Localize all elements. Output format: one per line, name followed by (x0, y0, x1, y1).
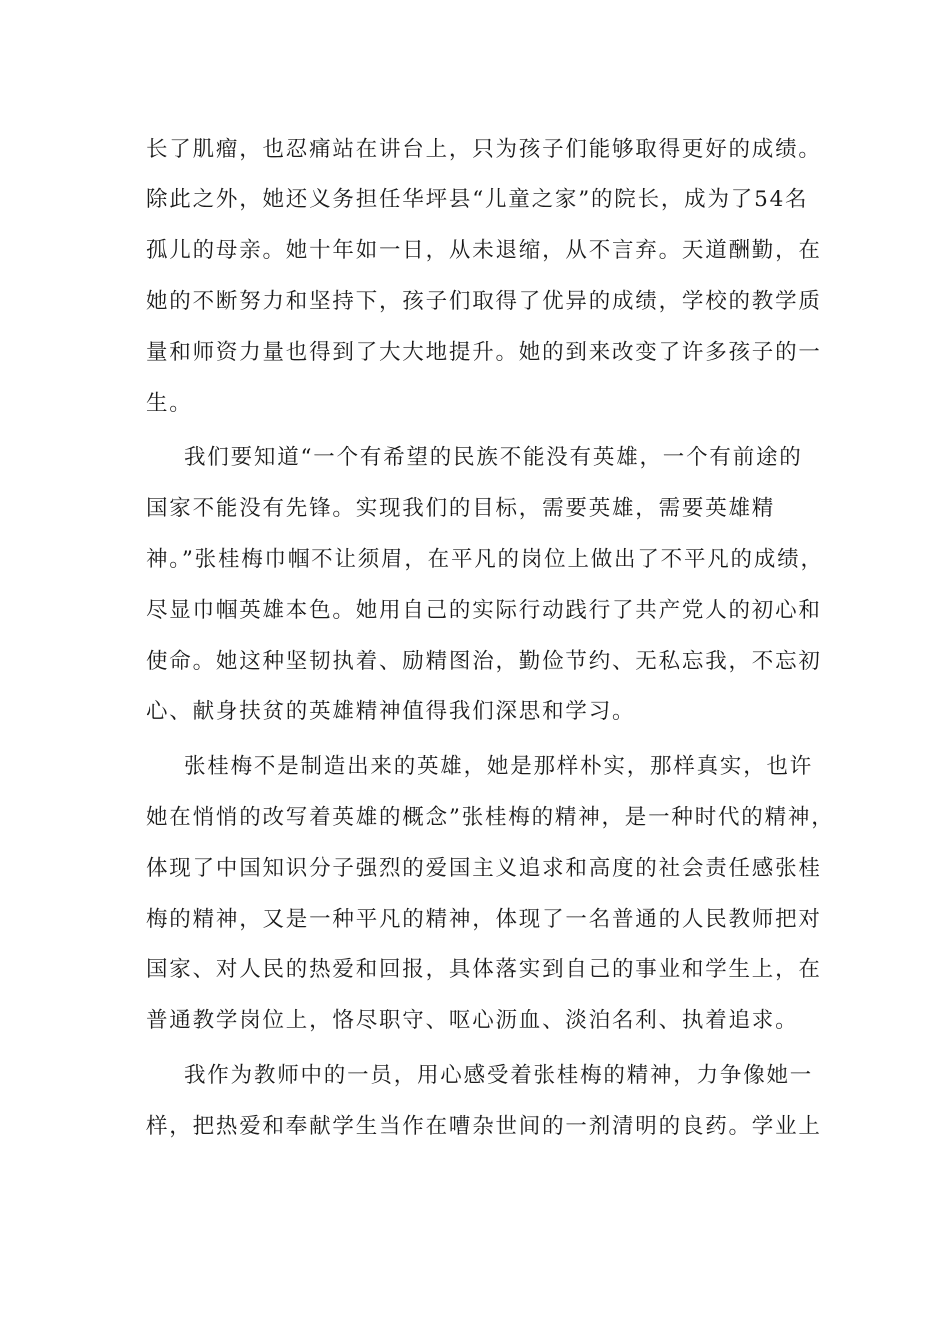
paragraph-3-line-4: 梅的精神，又是一种平凡的精神，体现了一名普通的人民教师把对 (146, 907, 822, 932)
paragraph-2-line-6: 心、献身扶贫的英雄精神值得我们深思和学习。 (146, 699, 636, 724)
paragraph-2-line-1: 我们要知道“一个有希望的民族不能没有英雄，一个有前途的 (184, 445, 803, 470)
paragraph-1-line-2: 除此之外，她还义务担任华坪县“儿童之家”的院长，成为了54名 (146, 187, 809, 212)
paragraph-4-line-1: 我作为教师中的一员，用心感受着张桂梅的精神，力争像她一 (184, 1063, 814, 1088)
paragraph-3-line-2: 她在悄悄的改写着英雄的概念”张桂梅的精神，是一种时代的精神， (146, 805, 835, 830)
paragraph-1-line-1: 长了肌瘤，也忍痛站在讲台上，只为孩子们能够取得更好的成绩。 (146, 137, 822, 162)
paragraph-2-line-5: 使命。她这种坚韧执着、励精图治，勤俭节约、无私忘我，不忘初 (146, 649, 822, 674)
paragraph-2-line-3: 神。”张桂梅巾帼不让须眉，在平凡的岗位上做出了不平凡的成绩， (146, 547, 824, 572)
paragraph-1-line-4: 她的不断努力和坚持下，孩子们取得了优异的成绩，学校的教学质 (146, 289, 822, 314)
paragraph-1-line-3: 孤儿的母亲。她十年如一日，从未退缩，从不言弃。天道酬勤，在 (146, 238, 822, 263)
paragraph-3-line-1: 张桂梅不是制造出来的英雄，她是那样朴实，那样真实，也许 (184, 754, 814, 779)
paragraph-3-line-3: 体现了中国知识分子强烈的爱国主义追求和高度的社会责任感张桂 (146, 856, 822, 881)
paragraph-4-line-2: 样，把热爱和奉献学生当作在嘈杂世间的一剂清明的良药。学业上 (146, 1114, 822, 1139)
paragraph-3-line-5: 国家、对人民的热爱和回报，具体落实到自己的事业和学生上，在 (146, 957, 822, 982)
paragraph-1-line-6: 生。 (146, 391, 193, 416)
paragraph-1-line-5: 量和师资力量也得到了大大地提升。她的到来改变了许多孩子的一 (146, 340, 822, 365)
paragraph-2-line-2: 国家不能没有先锋。实现我们的目标，需要英雄，需要英雄精 (146, 496, 776, 521)
paragraph-2-line-4: 尽显巾帼英雄本色。她用自己的实际行动践行了共产党人的初心和 (146, 598, 822, 623)
paragraph-3-line-6: 普通教学岗位上，恪尽职守、呕心沥血、淡泊名利、执着追求。 (146, 1008, 799, 1033)
